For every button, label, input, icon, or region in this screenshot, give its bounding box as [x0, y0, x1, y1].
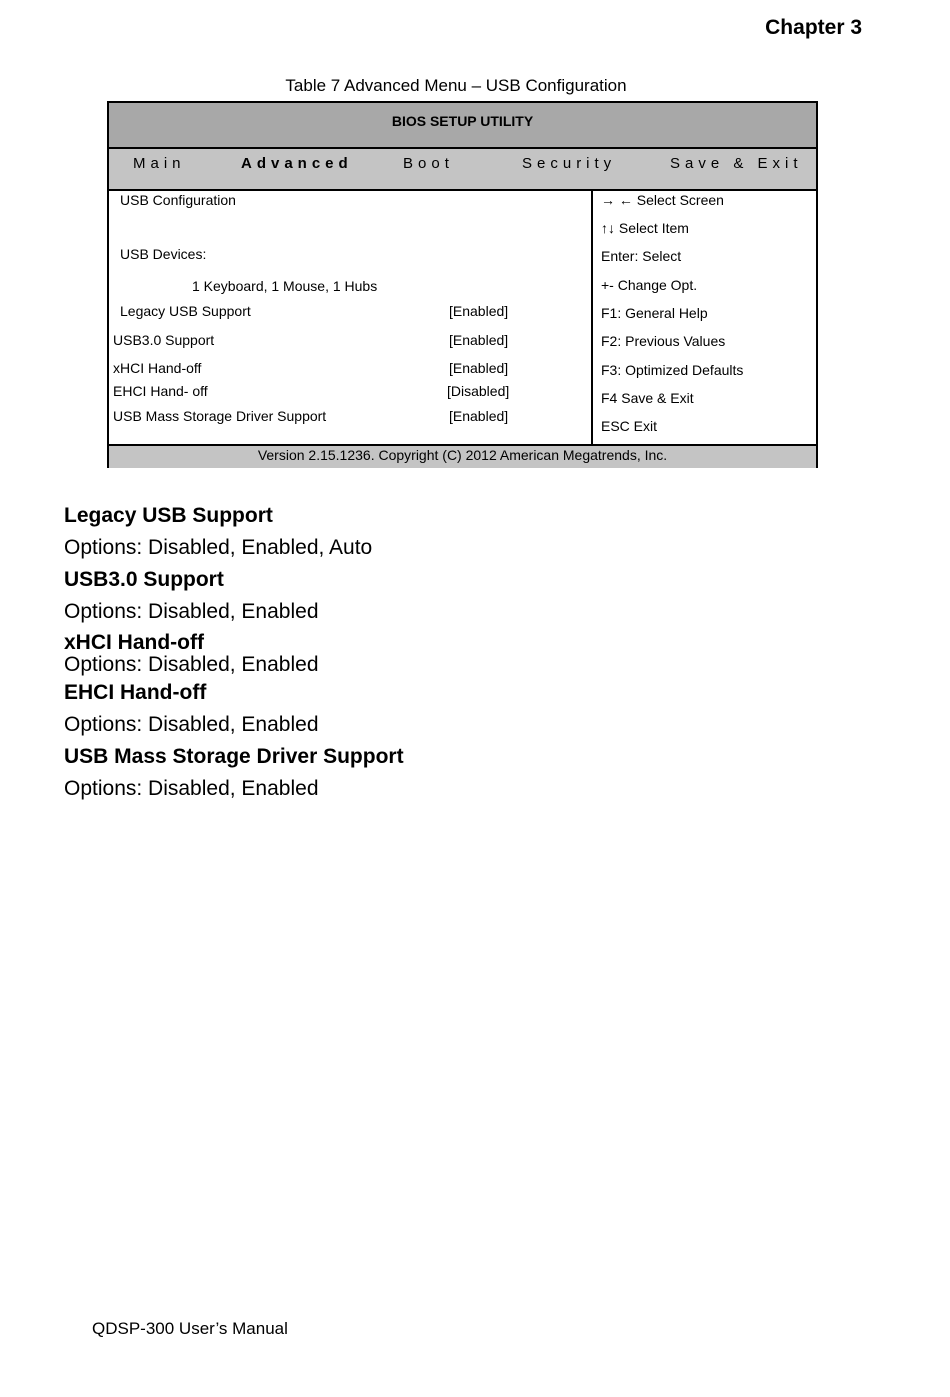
menu-tab-main[interactable]: Main	[133, 155, 186, 172]
menu-tab-save-exit[interactable]: Save & Exit	[670, 155, 803, 172]
help-select-screen: → ← Select Screen	[601, 192, 724, 208]
usb-devices-label: USB Devices:	[120, 246, 207, 262]
bios-version-footer: Version 2.15.1236. Copyright (C) 2012 American Megatrends, Inc.	[109, 444, 816, 468]
setting-label-mass-storage[interactable]: USB Mass Storage Driver Support	[113, 408, 327, 424]
section-options-xhci: Options: Disabled, Enabled	[64, 653, 319, 676]
menu-tab-boot[interactable]: Boot	[403, 155, 454, 172]
chapter-heading: Chapter 3	[765, 16, 862, 39]
help-previous-values: F2: Previous Values	[601, 333, 726, 349]
menu-tab-security[interactable]: Security	[522, 155, 617, 172]
setting-value-xhci[interactable]: [Enabled]	[449, 360, 509, 376]
setting-value-usb3[interactable]: [Enabled]	[449, 332, 509, 348]
section-options-mass-storage: Options: Disabled, Enabled	[64, 777, 319, 800]
setting-value-legacy-usb[interactable]: [Enabled]	[449, 303, 509, 319]
usb-devices-value: 1 Keyboard, 1 Mouse, 1 Hubs	[192, 278, 378, 294]
section-options-ehci: Options: Disabled, Enabled	[64, 713, 319, 736]
bios-screenshot	[107, 101, 818, 468]
section-heading-xhci: xHCI Hand-off	[64, 631, 204, 654]
help-save-exit: F4 Save & Exit	[601, 390, 694, 406]
bios-title: BIOS SETUP UTILITY	[109, 103, 816, 149]
section-heading-ehci: EHCI Hand-off	[64, 681, 207, 704]
bios-menu-bar	[109, 149, 816, 191]
help-change-opt: +- Change Opt.	[601, 277, 698, 293]
setting-value-ehci[interactable]: [Disabled]	[447, 383, 510, 399]
manual-footer: QDSP-300 User’s Manual	[92, 1319, 288, 1338]
setting-label-xhci[interactable]: xHCI Hand-off	[113, 360, 202, 376]
help-optimized-defaults: F3: Optimized Defaults	[601, 362, 744, 378]
help-enter-select: Enter: Select	[601, 248, 682, 264]
menu-tab-advanced[interactable]: Advanced	[241, 155, 353, 172]
help-general-help: F1: General Help	[601, 305, 708, 321]
section-heading-mass-storage: USB Mass Storage Driver Support	[64, 745, 404, 768]
setting-value-mass-storage[interactable]: [Enabled]	[449, 408, 509, 424]
section-heading-usb3: USB3.0 Support	[64, 568, 224, 591]
section-options-usb3: Options: Disabled, Enabled	[64, 600, 319, 623]
help-select-item: ↑↓ Select Item	[601, 220, 689, 236]
bios-help-panel	[593, 191, 816, 444]
bios-settings-panel	[109, 191, 593, 444]
section-options-legacy-usb: Options: Disabled, Enabled, Auto	[64, 536, 373, 559]
setting-label-usb3[interactable]: USB3.0 Support	[113, 332, 215, 348]
section-title: USB Configuration	[120, 192, 236, 208]
setting-label-legacy-usb[interactable]: Legacy USB Support	[120, 303, 251, 319]
table-caption: Table 7 Advanced Menu – USB Configuration	[285, 76, 627, 95]
section-heading-legacy-usb: Legacy USB Support	[64, 504, 273, 527]
setting-label-ehci[interactable]: EHCI Hand- off	[113, 383, 208, 399]
help-esc-exit: ESC Exit	[601, 418, 658, 434]
